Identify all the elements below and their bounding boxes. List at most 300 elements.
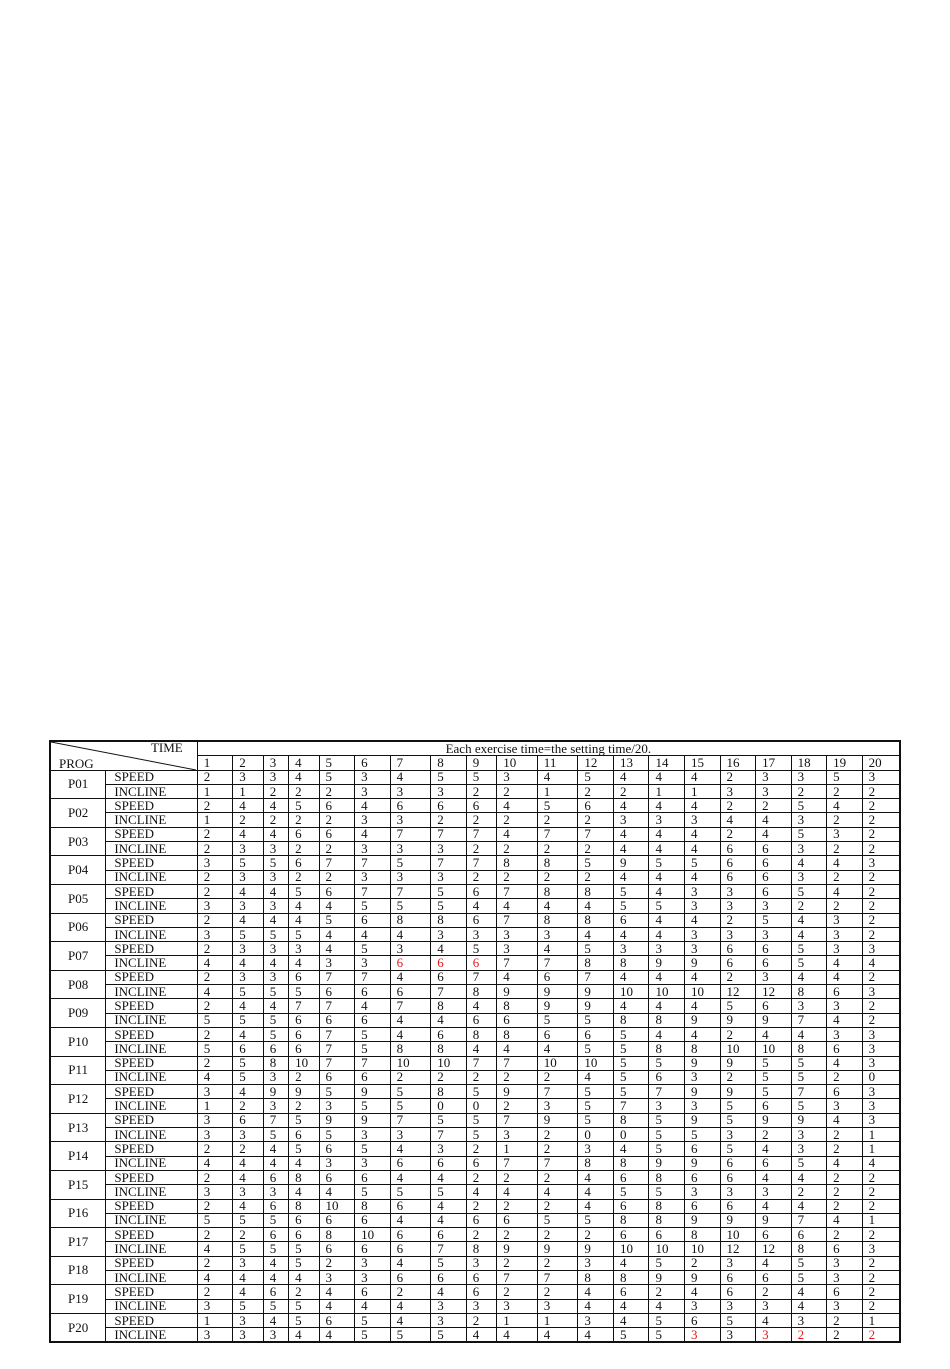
- incline-value: 6: [319, 1013, 355, 1027]
- speed-value: 4: [791, 970, 827, 984]
- incline-value: 9: [537, 1242, 578, 1256]
- speed-value: 3: [791, 1142, 827, 1156]
- speed-value: 4: [263, 799, 288, 813]
- speed-value: 6: [720, 856, 756, 870]
- column-header: 10: [497, 756, 538, 770]
- speed-label: SPEED: [106, 1113, 197, 1127]
- speed-value: 1: [497, 1313, 538, 1327]
- incline-value: 3: [197, 927, 233, 941]
- incline-value: 2: [537, 813, 578, 827]
- incline-value: 4: [827, 1213, 863, 1227]
- incline-value: 2: [466, 813, 496, 827]
- speed-value: 4: [613, 827, 649, 841]
- incline-value: 2: [497, 870, 538, 884]
- speed-label: SPEED: [106, 1228, 197, 1242]
- speed-value: 4: [263, 913, 288, 927]
- incline-value: 3: [233, 1328, 263, 1343]
- speed-value: 5: [289, 1313, 319, 1327]
- incline-value: 8: [613, 1156, 649, 1170]
- incline-value: 5: [466, 1128, 496, 1142]
- speed-value: 3: [431, 1142, 467, 1156]
- speed-value: 6: [431, 799, 467, 813]
- incline-value: 4: [289, 1156, 319, 1170]
- speed-value: 5: [613, 1056, 649, 1070]
- incline-value: 2: [827, 1185, 863, 1199]
- speed-value: 5: [289, 1256, 319, 1270]
- speed-value: 6: [613, 1228, 649, 1242]
- incline-value: 3: [685, 927, 721, 941]
- speed-value: 2: [233, 1142, 263, 1156]
- speed-value: 5: [466, 1113, 496, 1127]
- speed-value: 3: [685, 884, 721, 898]
- incline-value: 4: [319, 1328, 355, 1343]
- speed-value: 3: [685, 942, 721, 956]
- speed-value: 6: [289, 970, 319, 984]
- incline-value: 3: [862, 1042, 900, 1056]
- speed-value: 3: [355, 770, 391, 784]
- incline-value: 2: [537, 1070, 578, 1084]
- incline-value: 4: [431, 1013, 467, 1027]
- incline-value: 2: [289, 1099, 319, 1113]
- incline-value: 6: [390, 1156, 431, 1170]
- incline-value: 12: [720, 1242, 756, 1256]
- incline-value: 9: [756, 1013, 792, 1027]
- speed-value: 5: [791, 884, 827, 898]
- prog-label: PROG: [59, 755, 94, 771]
- speed-value: 5: [355, 1142, 391, 1156]
- incline-value: 2: [720, 1070, 756, 1084]
- incline-value: 6: [756, 842, 792, 856]
- incline-label: INCLINE: [106, 1042, 197, 1056]
- incline-value: 9: [685, 1156, 721, 1170]
- program-name: P05: [50, 884, 106, 913]
- speed-value: 2: [862, 799, 900, 813]
- column-header: 7: [390, 756, 431, 770]
- speed-value: 2: [578, 1228, 614, 1242]
- speed-value: 3: [578, 1313, 614, 1327]
- incline-value: 4: [613, 1299, 649, 1313]
- speed-value: 6: [233, 1113, 263, 1127]
- speed-value: 3: [862, 1085, 900, 1099]
- speed-value: 5: [649, 1113, 685, 1127]
- incline-value: 9: [685, 1213, 721, 1227]
- speed-value: 7: [319, 856, 355, 870]
- incline-value: 2: [497, 1099, 538, 1113]
- incline-value: 2: [578, 842, 614, 856]
- program-name: P03: [50, 827, 106, 856]
- incline-value: 6: [756, 1099, 792, 1113]
- incline-value: 0: [613, 1128, 649, 1142]
- incline-value: 6: [431, 1156, 467, 1170]
- speed-value: 8: [263, 1056, 288, 1070]
- incline-value: 10: [613, 1242, 649, 1256]
- incline-value: 3: [355, 870, 391, 884]
- incline-value: 4: [497, 1185, 538, 1199]
- speed-value: 2: [497, 1228, 538, 1242]
- incline-value: 8: [613, 1213, 649, 1227]
- incline-value: 4: [537, 1328, 578, 1343]
- incline-value: 2: [862, 1013, 900, 1027]
- speed-value: 3: [827, 827, 863, 841]
- speed-value: 2: [497, 1285, 538, 1299]
- speed-value: 3: [862, 770, 900, 784]
- incline-value: 2: [862, 870, 900, 884]
- incline-value: 3: [197, 1128, 233, 1142]
- incline-value: 4: [289, 1185, 319, 1199]
- incline-value: 4: [466, 1328, 496, 1343]
- speed-value: 5: [720, 999, 756, 1013]
- incline-value: 4: [613, 842, 649, 856]
- incline-value: 7: [791, 1013, 827, 1027]
- column-header: 5: [319, 756, 355, 770]
- speed-value: 2: [720, 770, 756, 784]
- incline-value: 3: [355, 1270, 391, 1284]
- speed-value: 4: [355, 827, 391, 841]
- incline-value: 2: [862, 899, 900, 913]
- incline-value: 4: [578, 1185, 614, 1199]
- incline-value: 5: [756, 1070, 792, 1084]
- speed-value: 2: [497, 1256, 538, 1270]
- incline-value: 9: [649, 956, 685, 970]
- speed-value: 5: [289, 1142, 319, 1156]
- incline-value: 6: [466, 1213, 496, 1227]
- incline-value: 9: [497, 985, 538, 999]
- incline-value: 6: [390, 956, 431, 970]
- incline-value: 2: [319, 813, 355, 827]
- incline-value: 2: [197, 842, 233, 856]
- speed-value: 3: [827, 942, 863, 956]
- incline-value: 4: [355, 927, 391, 941]
- speed-value: 6: [289, 856, 319, 870]
- speed-value: 7: [537, 1085, 578, 1099]
- speed-value: 2: [233, 1228, 263, 1242]
- incline-value: 4: [756, 813, 792, 827]
- incline-value: 5: [649, 899, 685, 913]
- incline-value: 3: [685, 1070, 721, 1084]
- speed-value: 3: [263, 970, 288, 984]
- speed-value: 6: [263, 1228, 288, 1242]
- incline-value: 3: [263, 1099, 288, 1113]
- incline-value: 2: [613, 784, 649, 798]
- incline-label: INCLINE: [106, 870, 197, 884]
- speed-value: 4: [466, 999, 496, 1013]
- incline-value: 6: [263, 1042, 288, 1056]
- speed-value: 7: [319, 999, 355, 1013]
- incline-value: 7: [791, 1213, 827, 1227]
- incline-label: INCLINE: [106, 1185, 197, 1199]
- incline-value: 4: [827, 1156, 863, 1170]
- incline-value: 3: [233, 1185, 263, 1199]
- speed-value: 4: [685, 799, 721, 813]
- incline-value: 5: [233, 1213, 263, 1227]
- speed-value: 2: [649, 1285, 685, 1299]
- speed-value: 5: [319, 1085, 355, 1099]
- incline-value: 4: [578, 1070, 614, 1084]
- speed-value: 3: [827, 913, 863, 927]
- speed-value: 6: [685, 1199, 721, 1213]
- speed-value: 4: [756, 1199, 792, 1213]
- incline-value: 3: [537, 1099, 578, 1113]
- speed-value: 5: [578, 770, 614, 784]
- incline-value: 8: [649, 1042, 685, 1056]
- incline-value: 3: [390, 870, 431, 884]
- incline-value: 7: [431, 1242, 467, 1256]
- speed-value: 2: [862, 970, 900, 984]
- speed-value: 3: [466, 1256, 496, 1270]
- column-header: 16: [720, 756, 756, 770]
- speed-value: 6: [355, 913, 391, 927]
- speed-value: 5: [791, 1056, 827, 1070]
- incline-value: 6: [466, 1270, 496, 1284]
- incline-value: 5: [791, 1156, 827, 1170]
- incline-value: 5: [431, 1185, 467, 1199]
- incline-value: 6: [466, 956, 496, 970]
- incline-value: 3: [649, 813, 685, 827]
- speed-value: 4: [613, 799, 649, 813]
- speed-value: 5: [720, 1142, 756, 1156]
- incline-value: 3: [685, 1099, 721, 1113]
- speed-value: 2: [537, 1142, 578, 1156]
- incline-value: 3: [791, 842, 827, 856]
- speed-value: 6: [791, 1228, 827, 1242]
- speed-value: 8: [289, 1170, 319, 1184]
- incline-value: 5: [355, 1328, 391, 1343]
- speed-value: 5: [649, 856, 685, 870]
- incline-value: 8: [613, 1013, 649, 1027]
- speed-value: 3: [862, 856, 900, 870]
- incline-value: 3: [197, 1185, 233, 1199]
- incline-value: 2: [827, 870, 863, 884]
- speed-value: 10: [431, 1056, 467, 1070]
- speed-value: 4: [319, 1285, 355, 1299]
- table-row: [50, 1228, 900, 1242]
- speed-value: 4: [289, 770, 319, 784]
- program-name: P04: [50, 856, 106, 885]
- incline-value: 1: [862, 1213, 900, 1227]
- column-header: 11: [537, 756, 578, 770]
- incline-value: 7: [497, 1270, 538, 1284]
- incline-value: 6: [649, 1070, 685, 1084]
- incline-value: 3: [685, 899, 721, 913]
- speed-value: 5: [233, 856, 263, 870]
- speed-value: 2: [197, 1285, 233, 1299]
- speed-value: 1: [497, 1142, 538, 1156]
- incline-value: 3: [390, 842, 431, 856]
- speed-value: 5: [390, 856, 431, 870]
- incline-value: 5: [233, 1013, 263, 1027]
- speed-value: 2: [497, 1170, 538, 1184]
- speed-value: 1: [862, 1313, 900, 1327]
- incline-value: 5: [263, 1242, 288, 1256]
- incline-label: INCLINE: [106, 1070, 197, 1084]
- incline-value: 9: [720, 1013, 756, 1027]
- column-header: 12: [578, 756, 614, 770]
- header-row-1: [50, 741, 900, 756]
- speed-value: 9: [497, 1085, 538, 1099]
- speed-value: 6: [649, 1228, 685, 1242]
- incline-value: 2: [289, 784, 319, 798]
- incline-value: 4: [827, 956, 863, 970]
- incline-value: 3: [720, 1328, 756, 1343]
- speed-value: 5: [613, 1027, 649, 1041]
- speed-value: 4: [756, 1313, 792, 1327]
- incline-value: 1: [649, 784, 685, 798]
- incline-value: 3: [319, 1156, 355, 1170]
- speed-value: 3: [197, 1113, 233, 1127]
- incline-value: 7: [537, 1270, 578, 1284]
- time-label: TIME: [150, 741, 183, 755]
- speed-value: 2: [197, 770, 233, 784]
- speed-value: 2: [497, 1199, 538, 1213]
- speed-value: 4: [756, 1027, 792, 1041]
- incline-value: 8: [466, 985, 496, 999]
- incline-value: 2: [497, 842, 538, 856]
- speed-value: 2: [862, 1199, 900, 1213]
- incline-value: 6: [756, 870, 792, 884]
- incline-value: 6: [289, 1128, 319, 1142]
- table-row: [50, 870, 900, 884]
- incline-value: 2: [289, 813, 319, 827]
- table-row: [50, 1313, 900, 1327]
- speed-value: 6: [466, 884, 496, 898]
- incline-value: 4: [289, 1270, 319, 1284]
- incline-value: 8: [649, 1013, 685, 1027]
- incline-value: 2: [827, 899, 863, 913]
- incline-value: 4: [862, 956, 900, 970]
- incline-value: 9: [720, 1213, 756, 1227]
- incline-value: 3: [263, 1070, 288, 1084]
- incline-value: 3: [756, 1328, 792, 1343]
- incline-value: 3: [263, 1185, 288, 1199]
- speed-value: 3: [355, 1256, 391, 1270]
- speed-value: 8: [355, 1199, 391, 1213]
- speed-value: 4: [791, 856, 827, 870]
- incline-value: 4: [197, 1156, 233, 1170]
- table-row: [50, 827, 900, 841]
- incline-value: 2: [862, 1328, 900, 1343]
- incline-value: 3: [355, 784, 391, 798]
- speed-value: 3: [756, 770, 792, 784]
- incline-value: 4: [497, 899, 538, 913]
- incline-value: 6: [720, 1270, 756, 1284]
- speed-label: SPEED: [106, 1027, 197, 1041]
- incline-value: 4: [685, 870, 721, 884]
- incline-value: 10: [720, 1042, 756, 1056]
- incline-value: 6: [466, 1013, 496, 1027]
- speed-value: 8: [497, 999, 538, 1013]
- speed-value: 7: [578, 970, 614, 984]
- incline-value: 9: [578, 985, 614, 999]
- speed-value: 4: [390, 1313, 431, 1327]
- speed-value: 3: [233, 1313, 263, 1327]
- incline-value: 5: [791, 1099, 827, 1113]
- incline-value: 4: [497, 1042, 538, 1056]
- incline-value: 4: [390, 927, 431, 941]
- incline-value: 3: [497, 1128, 538, 1142]
- incline-value: 2: [197, 870, 233, 884]
- incline-value: 6: [827, 1042, 863, 1056]
- speed-value: 4: [289, 913, 319, 927]
- speed-value: 3: [497, 770, 538, 784]
- speed-label: SPEED: [106, 1285, 197, 1299]
- program-name: P09: [50, 999, 106, 1028]
- speed-value: 5: [578, 1085, 614, 1099]
- speed-value: 2: [197, 913, 233, 927]
- speed-value: 6: [263, 1285, 288, 1299]
- speed-value: 4: [827, 856, 863, 870]
- speed-value: 3: [827, 999, 863, 1013]
- speed-value: 7: [431, 827, 467, 841]
- incline-value: 8: [791, 1242, 827, 1256]
- incline-value: 0: [431, 1099, 467, 1113]
- incline-value: 3: [233, 899, 263, 913]
- incline-value: 12: [756, 985, 792, 999]
- speed-value: 9: [537, 1113, 578, 1127]
- incline-value: 5: [355, 1042, 391, 1056]
- incline-value: 3: [756, 927, 792, 941]
- speed-value: 4: [685, 1027, 721, 1041]
- speed-label: SPEED: [106, 1142, 197, 1156]
- incline-value: 2: [233, 813, 263, 827]
- incline-value: 2: [263, 784, 288, 798]
- incline-value: 10: [649, 985, 685, 999]
- incline-value: 4: [537, 899, 578, 913]
- speed-value: 2: [197, 942, 233, 956]
- speed-value: 2: [685, 1256, 721, 1270]
- speed-value: 6: [466, 799, 496, 813]
- incline-value: 8: [466, 1242, 496, 1256]
- speed-value: 3: [578, 1142, 614, 1156]
- speed-value: 6: [355, 1285, 391, 1299]
- incline-value: 6: [497, 1213, 538, 1227]
- incline-value: 3: [319, 1270, 355, 1284]
- speed-label: SPEED: [106, 827, 197, 841]
- speed-value: 6: [390, 1199, 431, 1213]
- speed-value: 4: [431, 1170, 467, 1184]
- speed-value: 5: [649, 1313, 685, 1327]
- table-row: [50, 1242, 900, 1256]
- program-name: P12: [50, 1085, 106, 1114]
- speed-value: 4: [355, 999, 391, 1013]
- incline-label: INCLINE: [106, 1270, 197, 1284]
- speed-value: 4: [390, 1027, 431, 1041]
- incline-value: 8: [685, 1042, 721, 1056]
- speed-value: 9: [685, 1113, 721, 1127]
- incline-value: 5: [649, 1128, 685, 1142]
- incline-label: INCLINE: [106, 1242, 197, 1256]
- speed-value: 6: [720, 1199, 756, 1213]
- incline-value: 4: [537, 1042, 578, 1056]
- speed-value: 6: [756, 884, 792, 898]
- speed-value: 2: [862, 1285, 900, 1299]
- incline-value: 6: [355, 985, 391, 999]
- incline-value: 3: [263, 842, 288, 856]
- incline-value: 5: [197, 1013, 233, 1027]
- speed-value: 2: [197, 1256, 233, 1270]
- incline-value: 5: [613, 1042, 649, 1056]
- incline-value: 2: [862, 1270, 900, 1284]
- incline-value: 5: [431, 1328, 467, 1343]
- incline-value: 2: [578, 870, 614, 884]
- speed-value: 3: [613, 942, 649, 956]
- incline-value: 5: [791, 1070, 827, 1084]
- speed-value: 6: [756, 856, 792, 870]
- speed-value: 3: [862, 1056, 900, 1070]
- speed-value: 3: [791, 770, 827, 784]
- incline-value: 3: [827, 1270, 863, 1284]
- speed-value: 10: [720, 1228, 756, 1242]
- speed-value: 6: [613, 1199, 649, 1213]
